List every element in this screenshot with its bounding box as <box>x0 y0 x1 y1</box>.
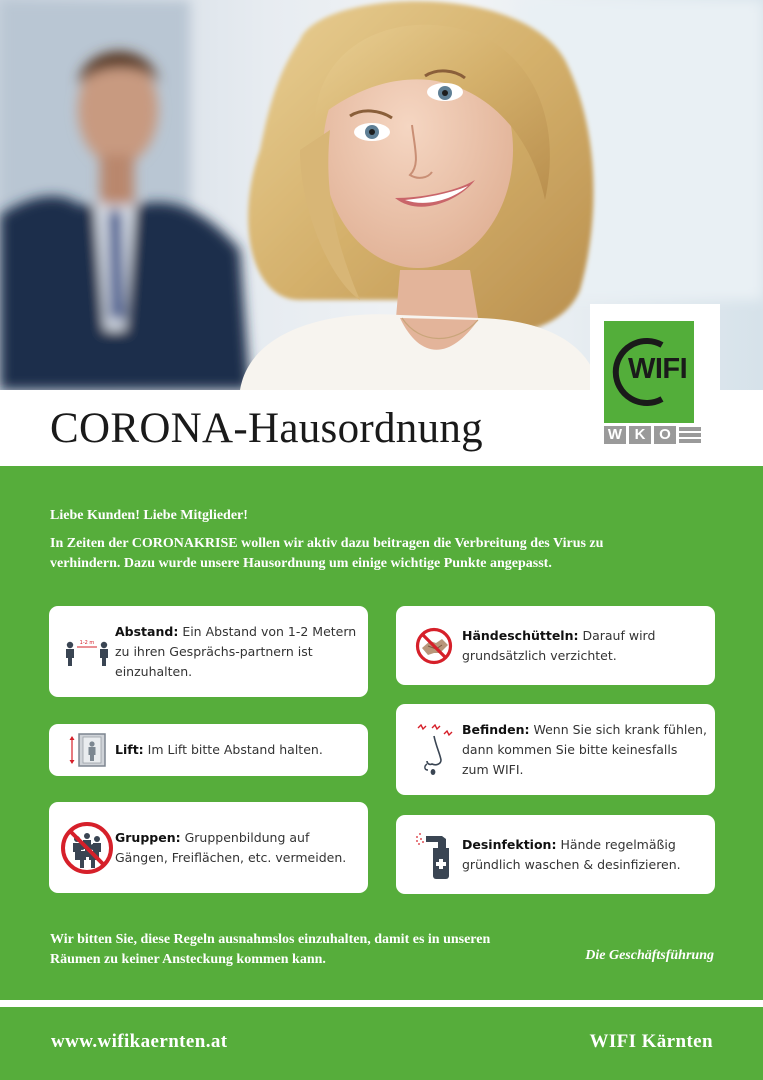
organization-name: WIFI Kärnten <box>589 1031 713 1052</box>
wifi-wko-logo <box>590 304 720 456</box>
rule-title: Gruppen: <box>115 829 181 845</box>
rule-card-lift <box>49 724 368 776</box>
rule-text: Wenn Sie sich krank fühlen, dann kommen Sie bitte keinesfalls zum WIFI. <box>462 721 707 777</box>
footer-divider <box>0 1000 763 1007</box>
rule-card-desinfektion <box>396 815 715 894</box>
wko-stripes-icon <box>679 426 701 444</box>
wko-letter-k: K <box>629 426 651 444</box>
rule-title: Lift: <box>115 742 144 757</box>
rule-card-abstand <box>49 606 368 697</box>
spray-bottle-icon <box>414 830 454 880</box>
rule-text: Ein Abstand von 1-2 Metern zu ihren Gesprächs-partnern ist einzuhalten. <box>115 623 357 679</box>
footer <box>0 1007 763 1080</box>
wko-logo <box>604 426 704 444</box>
page-title: CORONA-Hausordnung <box>50 405 483 452</box>
no-groups-icon <box>60 821 114 875</box>
closing-text: Wir bitten Sie, diese Regeln ausnahmslos einzuhalten, damit es in unseren Räumen zu keiner Ansteckung kommen kann. <box>50 932 491 967</box>
rule-title: Desinfektion: <box>462 836 557 852</box>
intro-text: In Zeiten der CORONAKRISE wollen wir aktiv dazu beitragen die Verbreitung des Virus zu verhindern. Dazu wurde unsere Hausordnung um einige wichtige Punkte angepasst. <box>50 536 604 571</box>
greeting: Liebe Kunden! Liebe Mitglieder! <box>50 508 248 523</box>
distance-icon <box>62 637 112 667</box>
no-handshake-icon <box>414 626 454 666</box>
rule-text: Hände regelmäßig gründlich waschen & desinfizieren. <box>462 836 681 872</box>
wko-letter-w: W <box>604 426 626 444</box>
signature: Die Geschäftsführung <box>585 948 714 963</box>
rule-text: Gruppenbildung auf Gängen, Freiflächen, etc. vermeiden. <box>115 829 347 865</box>
rule-card-befinden <box>396 704 715 795</box>
wifi-logo-badge <box>604 321 694 423</box>
rule-title: Abstand: <box>115 623 179 639</box>
content-panel <box>0 466 763 1000</box>
rule-title: Händeschütteln: <box>462 627 579 643</box>
wko-letter-o: O <box>654 426 676 444</box>
elevator-icon <box>67 733 107 767</box>
svg-text:1-2 m: 1-2 m <box>79 639 95 646</box>
website-link[interactable]: www.wifikaernten.at <box>51 1031 228 1052</box>
rule-card-gruppen <box>49 802 368 893</box>
rule-title: Befinden: <box>462 721 530 737</box>
rule-card-haendeschuetteln <box>396 606 715 685</box>
rule-text: Im Lift bitte Abstand halten. <box>147 742 323 757</box>
wifi-logo-text: WIFI <box>628 353 688 385</box>
rule-text: Darauf wird grundsätzlich verzichtet. <box>462 627 656 663</box>
sneezing-nose-icon <box>414 724 454 776</box>
